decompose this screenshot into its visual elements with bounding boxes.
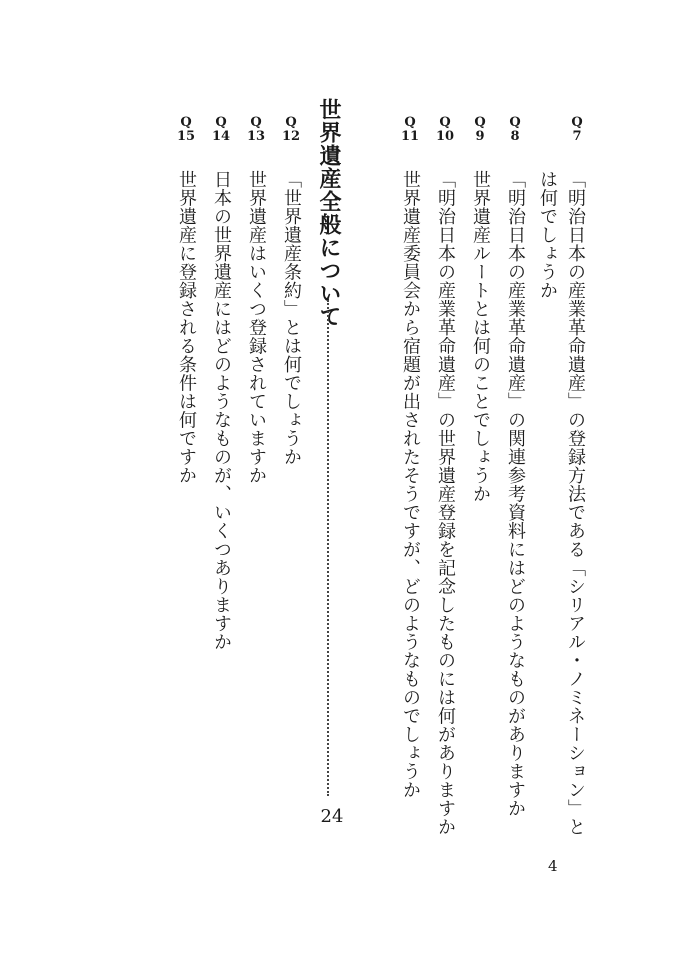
question-label-q15 [171,116,201,144]
question-label-q8 [500,116,530,144]
question-label-q12 [276,116,306,144]
question-text-line: 「明治日本の産業革命遺産」の関連参考資料にはどのようなものがありますか [505,170,526,818]
q-marker: Q [571,115,583,130]
question-label-q13 [241,116,271,144]
question-label-q9 [465,116,495,144]
question-number: 8 [510,129,520,144]
question-number: 15 [176,129,196,144]
toc-entry-q15 [171,0,201,960]
toc-entry-q9 [465,0,495,960]
q-marker: Q [439,115,451,130]
q-marker: Q [285,115,297,130]
page-number: 4 [548,857,558,875]
question-text-q14 [208,170,234,651]
question-label-q11 [395,116,425,144]
question-text-line: 世界遺産ルートとは何のことでしょうか [470,170,491,503]
question-text-q8 [502,170,528,818]
question-number: 10 [435,129,455,144]
question-text-q11 [397,170,423,799]
question-text-q15 [173,170,199,485]
q-marker: Q [180,115,192,130]
question-text-line: 世界遺産はいくつ登録されていますか [246,170,267,485]
question-text-line: 「明治日本の産業革命遺産」の世界遺産登録を記念したものには何がありますか [435,170,456,836]
q-marker: Q [250,115,262,130]
question-text-line-2: は何でしょうか [537,170,558,300]
q-marker: Q [404,115,416,130]
toc-entry-q13 [241,0,271,960]
section-title: 世界遺産全般について [316,98,342,328]
q-marker: Q [509,115,521,130]
question-text-line: 日本の世界遺産にはどのようなものが、いくつありますか [211,170,232,651]
question-text-line: 世界遺産に登録される条件は何ですか [176,170,197,485]
dot-leader [327,300,329,796]
question-number: 12 [281,129,301,144]
q-marker: Q [215,115,227,130]
question-text-q9 [467,170,493,503]
question-number: 11 [400,129,420,144]
toc-entry-q10 [430,0,460,960]
toc-entry-q7 [537,0,618,960]
q-marker: Q [474,115,486,130]
section-page-number: 24 [320,806,344,827]
question-number: 9 [475,129,485,144]
question-text-q7-cont [534,170,560,300]
question-label-q7 [562,116,592,144]
question-label-q14 [206,116,236,144]
toc-entry-q8 [500,0,530,960]
toc-entry-q12 [276,0,306,960]
question-text-line: 「世界遺産条約」とは何でしょうか [281,170,302,466]
question-text-line: 世界遺産委員会から宿題が出されたそうですが、どのようなものでしょうか [400,170,421,799]
question-text-q13 [243,170,269,485]
question-number: 14 [211,129,231,144]
question-number: 7 [572,129,582,144]
toc-entry-q14 [206,0,236,960]
question-text-line-1: 「明治日本の産業革命遺産」の登録方法である「シリアル・ノミネーション」と [565,170,586,836]
question-label-q10 [430,116,460,144]
question-text-q7 [562,170,588,910]
question-text-q12 [278,170,304,466]
toc-entry-q11 [395,0,425,960]
question-text-q10 [432,170,458,836]
question-number: 13 [246,129,266,144]
